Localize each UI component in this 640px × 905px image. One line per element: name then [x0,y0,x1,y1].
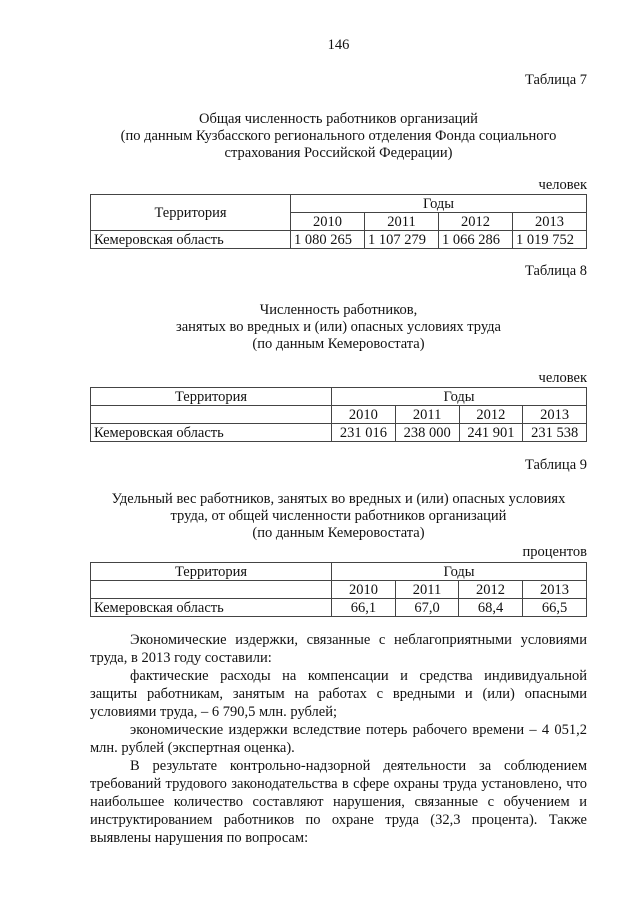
table-9 [90,562,587,617]
title-line: труда, от общей численности работников организаций [170,508,507,524]
value-cell: 238 000 [395,424,459,442]
empty-cell [91,581,332,599]
year-cell: 2010 [332,406,396,424]
table-8 [90,387,587,442]
body-text [90,631,587,847]
table-9-unit: процентов [522,544,587,560]
paragraph: Экономические издержки, связанные с неблагоприятными условиями труда, в 2013 году составили: [90,632,587,666]
table-7-label: Таблица 7 [524,72,587,88]
header-territory: Территория [91,388,332,406]
table-7 [90,194,587,249]
title-line: (по данным Кемеровостата) [252,336,425,352]
value-cell: 1 107 279 [365,231,439,249]
year-cell: 2011 [395,581,458,599]
year-cell: 2013 [523,581,587,599]
title-line: страхования Российской Федерации) [224,145,453,161]
year-cell: 2012 [459,581,523,599]
header-territory: Территория [91,195,291,231]
paragraph: экономические издержки вследствие потерь рабочего времени – 4 051,2 млн. рублей (экспертная оценка). [90,722,587,756]
table-8-unit: человек [538,370,587,386]
title-line: Общая численность работников организаций [199,111,478,127]
value-cell: 1 066 286 [439,231,513,249]
title-line: занятых во вредных и (или) опасных условиях труда [176,319,501,335]
row-label: Кемеровская область [91,599,332,617]
year-cell: 2013 [513,213,587,231]
year-cell: 2011 [395,406,459,424]
header-years: Годы [332,388,587,406]
value-cell: 67,0 [395,599,458,617]
row-label: Кемеровская область [91,231,291,249]
value-cell: 1 019 752 [513,231,587,249]
year-cell: 2011 [365,213,439,231]
year-cell: 2010 [291,213,365,231]
table-row [91,231,587,249]
table-7-title [90,111,587,162]
empty-cell [91,406,332,424]
title-line: Численность работников, [259,302,418,318]
table-9-title [90,491,587,542]
paragraph: фактические расходы на компенсации и средства индивидуальной защиты работникам, занятым на работах с вредными и (или) опасными условиями труда, – 6 790,5 млн. рублей; [90,668,587,720]
year-cell: 2013 [523,406,587,424]
value-cell: 66,1 [332,599,396,617]
value-cell: 241 901 [459,424,523,442]
value-cell: 66,5 [523,599,587,617]
title-line: Удельный вес работников, занятых во вредных и (или) опасных условиях [111,491,566,507]
paragraph: В результате контрольно-надзорной деятельности за соблюдением требований трудового законодательства в сфере охраны труда установлено, что наибольшее количество составляют нарушения, связанные с обучением и инструктированием работников по охране труда (32,3 процента). Также выявлены нарушения по вопросам: [90,758,587,846]
title-line: (по данным Кузбасского регионального отделения Фонда социального [120,128,557,144]
value-cell: 231 538 [523,424,587,442]
year-cell: 2012 [439,213,513,231]
row-label: Кемеровская область [91,424,332,442]
header-years: Годы [291,195,587,213]
page-number: 146 [327,37,350,53]
table-8-label: Таблица 8 [524,263,587,279]
table-7-unit: человек [538,177,587,193]
value-cell: 68,4 [459,599,523,617]
value-cell: 1 080 265 [291,231,365,249]
header-territory: Территория [91,563,332,581]
header-years: Годы [332,563,587,581]
table-9-label: Таблица 9 [524,457,587,473]
table-row [91,424,587,442]
title-line: (по данным Кемеровостата) [252,525,425,541]
year-cell: 2010 [332,581,396,599]
table-row [91,599,587,617]
table-8-title [90,302,587,353]
year-cell: 2012 [459,406,523,424]
value-cell: 231 016 [332,424,396,442]
